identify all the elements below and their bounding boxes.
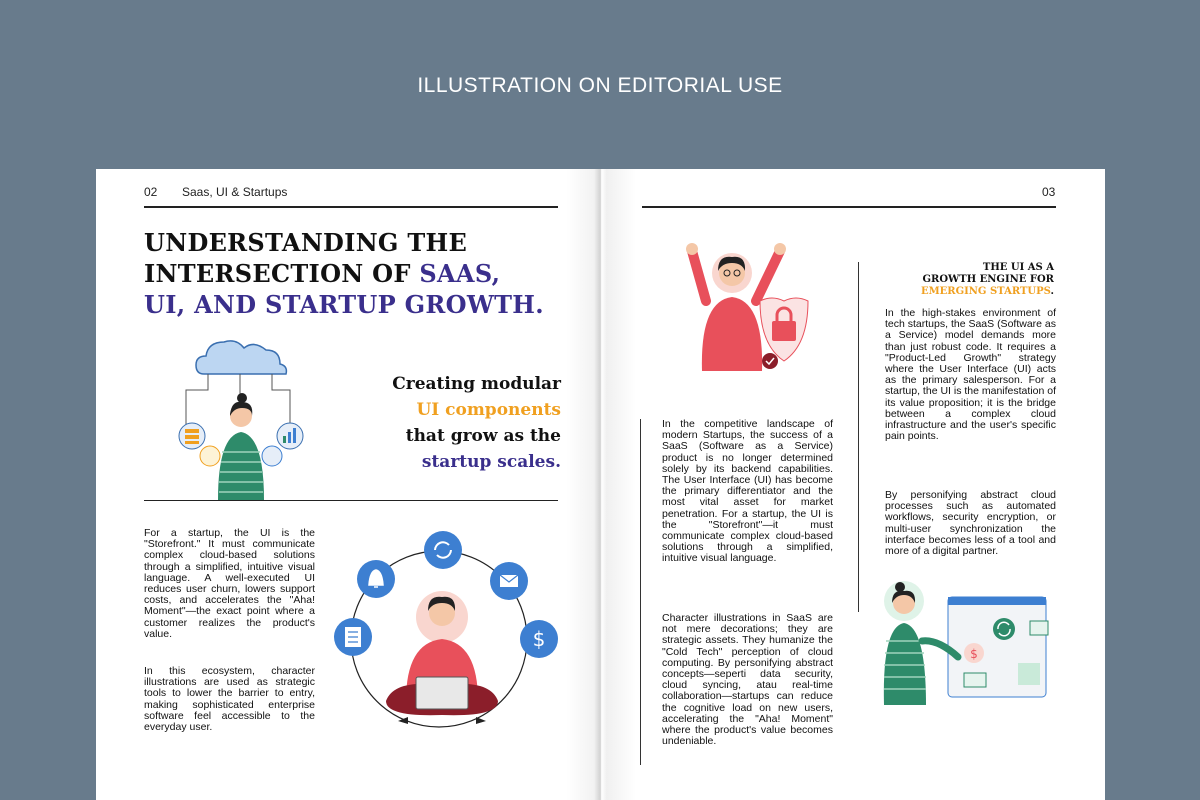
right-column1-paragraph-1: In the competitive landscape of modern Startups, the success of a SaaS (Software as a Service) product is no longer determined solely by its backend capabilities. The User Interface (UI) has become the primary differentiator and the most vital asset for market penetration. For a startup, the UI is the "Storefront"—it must communicate complex cloud-based solutions through a simplified, intuitive visual language.	[662, 418, 833, 565]
left-section-rule	[144, 500, 558, 501]
mobile-app-illustration	[882, 577, 1052, 707]
headline-accent: SAAS,	[419, 259, 501, 288]
right-column1-paragraph-2: Character illustrations in SaaS are not mere decorations; they are strategic assets. They humanize the "Cold Tech" perception of cloud computing. By personifying abstract concepts—seperti data security, cloud syncing, atau real-time collaboration—startups can reduce the cognitive load on new users, accelerating the "Aha! Moment" where the product's value becomes undeniable.	[662, 612, 833, 748]
left-header-rule	[144, 206, 558, 208]
side-heading-line1: THE UI AS A	[982, 262, 1054, 273]
right-column2-paragraph-1: In the high-stakes environment of tech startups, the SaaS (Software as a Service) model demands more than just robust code. It requires a "Product-Led Growth" strategy where the User Interface (UI) acts as the primary salesperson. For a startup, the UI is the manifestation of its value proposition; it is the bridge between a complex cloud infrastructure and the user's specific pain points.	[885, 307, 1057, 443]
check-icon	[762, 353, 778, 369]
left-paragraph-1: For a startup, the UI is the "Storefront." It must communicate complex cloud-based solutions through a simplified, intuitive visual language. A well-executed UI reduces user churn, lowers support costs, and accelerates the "Aha! Moment"—the exact point where a customer realizes the product's value.	[144, 527, 315, 640]
side-heading-period: .	[1050, 286, 1054, 297]
security-celebration-illustration	[656, 241, 826, 381]
magazine-spread	[96, 169, 1105, 800]
headline-line1: UNDERSTANDING THE	[144, 228, 468, 257]
side-heading	[879, 262, 1054, 298]
column2-rule	[858, 262, 859, 612]
svg-text:$: $	[532, 627, 546, 651]
right-column2-paragraph-2: By personifying abstract cloud processes such as automated workflows, security encryption, or multi-user synchronization the interface becomes less of a tool and more of a digital partner.	[885, 489, 1056, 558]
left-page-number: 02	[144, 185, 158, 199]
right-page-number: 03	[1042, 185, 1056, 199]
side-heading-line2: GROWTH ENGINE FOR	[922, 274, 1054, 285]
shield-icon	[262, 446, 282, 466]
subhead-line4: startup scales.	[421, 452, 561, 472]
subhead	[336, 371, 561, 475]
svg-text:$: $	[970, 647, 978, 661]
right-header-rule	[642, 206, 1056, 208]
side-heading-line3: EMERGING STARTUPS	[920, 286, 1051, 297]
badge-icon	[200, 446, 220, 466]
headline	[144, 227, 584, 320]
refresh-icon	[993, 618, 1015, 640]
sync-icon	[424, 531, 462, 569]
column1-rule	[640, 419, 641, 765]
subhead-line2: UI components	[416, 400, 561, 420]
cloud-icon	[196, 341, 286, 374]
user-apps-circle-illustration	[324, 521, 554, 751]
envelope-icon	[964, 673, 986, 687]
cloud-network-illustration	[176, 332, 306, 502]
subhead-line3: that grow as the	[405, 426, 561, 446]
subhead-line1: Creating modular	[392, 374, 561, 394]
page-title: ILLUSTRATION ON EDITORIAL USE	[417, 74, 783, 97]
left-paragraph-2: In this ecosystem, character illustrations are used as strategic tools to lower the barrier to entry, making sophisticated enterprise software feel accessible to the everyday user.	[144, 665, 315, 734]
headline-line3: UI, AND STARTUP GROWTH.	[144, 290, 544, 319]
bag-icon	[1018, 663, 1040, 685]
running-head: Saas, UI & Startups	[182, 185, 288, 199]
headline-line2: INTERSECTION OF	[144, 259, 420, 288]
